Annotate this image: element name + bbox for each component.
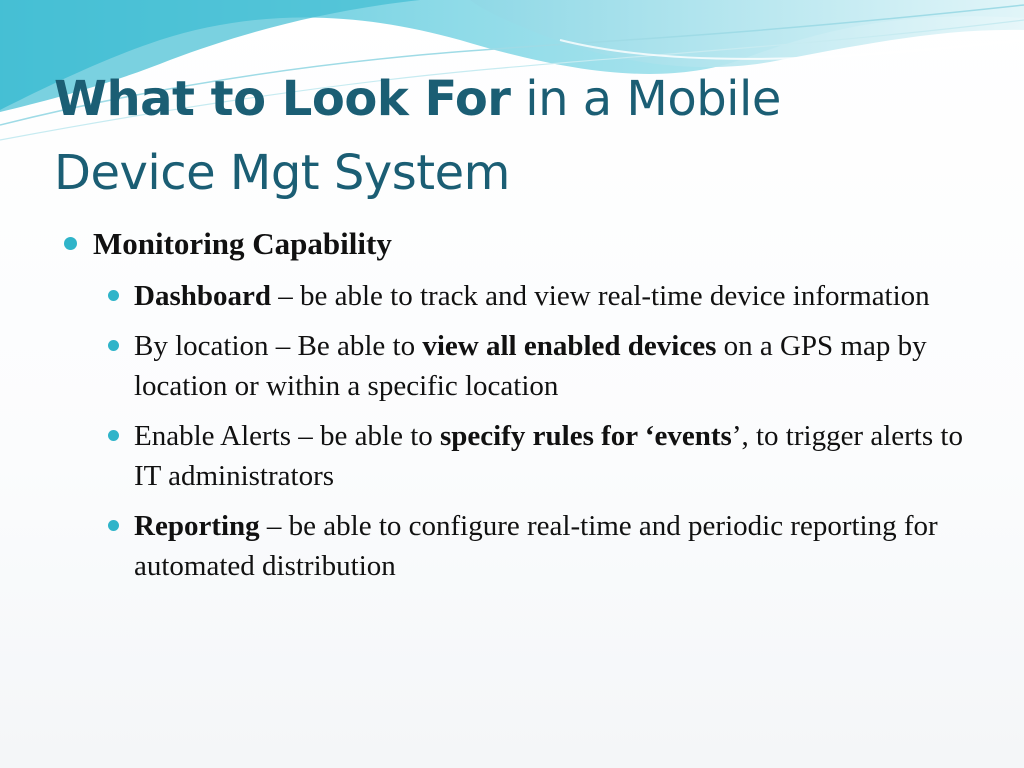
heading-text: Monitoring Capability <box>93 226 392 261</box>
bullet-dot-icon <box>108 520 119 531</box>
bullet-bold-text: Reporting <box>134 510 260 542</box>
title-line-2: Device Mgt System <box>54 145 510 201</box>
bullet-dot-icon <box>108 340 119 351</box>
slide-title <box>54 62 954 210</box>
list-item <box>134 326 966 406</box>
slide-content <box>0 222 1024 596</box>
bullet-dot-icon <box>64 237 77 250</box>
list-item <box>134 276 966 316</box>
title-regular-part: in a Mobile <box>510 71 781 127</box>
heading-bullet <box>93 222 1024 266</box>
bullet-dot-icon <box>108 290 119 301</box>
bullet-text: – be able to track and view real-time device information <box>271 280 930 312</box>
list-item <box>134 416 966 496</box>
bullet-text: – be able to configure real-time and periodic reporting for automated distribution <box>134 510 938 582</box>
sub-bullet-list <box>0 276 1024 586</box>
title-bold-part: What to Look For <box>54 71 511 127</box>
list-item <box>134 506 966 586</box>
bullet-bold-text: view all enabled devices <box>422 330 717 362</box>
bullet-bold-text: Dashboard <box>134 280 271 312</box>
bullet-bold-text: specify rules for ‘events <box>440 420 732 452</box>
bullet-text: on a GPS map by location or within a specific location <box>134 330 927 402</box>
bullet-dot-icon <box>108 430 119 441</box>
bullet-text: By location – Be able to <box>134 330 423 362</box>
bullet-text: ’, to trigger alerts to IT administrators <box>134 420 963 492</box>
bullet-text: Enable Alerts – be able to <box>134 420 441 452</box>
